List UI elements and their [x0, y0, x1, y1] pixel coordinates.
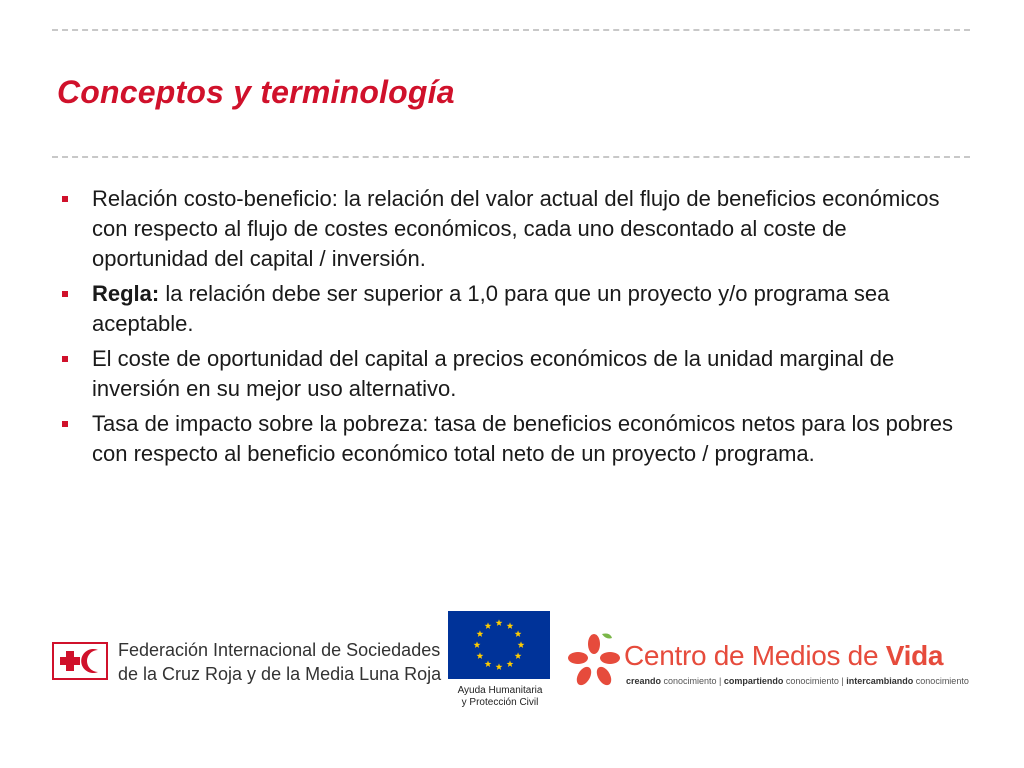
tagline-word: intercambiando — [846, 676, 914, 686]
tagline-text: conocimiento — [913, 676, 969, 686]
eu-flag-icon — [448, 611, 550, 679]
red-cross-crescent-icon — [52, 642, 108, 680]
ifrc-line-2: de la Cruz Roja y de la Media Luna Roja — [118, 664, 442, 684]
ifrc-logo — [52, 638, 442, 688]
bullet-text: Tasa de impacto sobre la pobreza: tasa de beneficios económicos netos para los pobres con respecto al beneficio económico total neto de un proyecto / programa. — [92, 411, 953, 466]
eu-caption — [448, 685, 552, 709]
list-item — [60, 409, 960, 469]
bullet-text: Relación costo-beneficio: la relación del valor actual del flujo de beneficios económicos con respecto al flujo de costes económicos, cada uno descontado al coste de oportunidad del capital / inversión. — [92, 186, 940, 271]
tagline-text: conocimiento | — [661, 676, 724, 686]
page-title: Conceptos y terminología — [57, 74, 455, 110]
eu-caption-line-1: Ayuda Humanitaria — [457, 685, 543, 696]
list-item — [60, 279, 960, 339]
title-divider — [52, 156, 970, 158]
ifrc-name — [118, 638, 441, 686]
bullet-icon — [62, 291, 68, 297]
bullet-text: la relación debe ser superior a 1,0 para que un proyecto y/o programa sea aceptable. — [92, 281, 890, 336]
ifrc-line-1: Federación Internacional de Sociedades — [118, 640, 441, 660]
cmv-name-regular: Centro de Medios de — [624, 640, 886, 671]
list-item — [60, 184, 960, 274]
tagline-word: compartiendo — [723, 676, 784, 686]
eu-caption-line-2: y Protección Civil — [461, 697, 539, 708]
tagline-text: conocimiento | — [783, 676, 847, 686]
bullet-list — [60, 184, 960, 474]
list-item — [60, 344, 960, 404]
cmv-name — [624, 640, 943, 672]
cmv-name-bold: Vida — [885, 640, 944, 671]
cmv-tagline — [626, 676, 969, 687]
bullet-icon — [62, 421, 68, 427]
eu-logo — [448, 611, 552, 709]
tagline-word: creando — [626, 676, 662, 686]
bullet-icon — [62, 356, 68, 362]
bullet-text: El coste de oportunidad del capital a precios económicos de la unidad marginal de inversión en su mejor uso alternativo. — [92, 346, 895, 401]
cmv-logo — [566, 632, 970, 692]
top-divider — [52, 29, 970, 31]
bullet-bold: Regla: — [92, 281, 160, 306]
flower-icon — [566, 632, 622, 690]
bullet-icon — [62, 196, 68, 202]
